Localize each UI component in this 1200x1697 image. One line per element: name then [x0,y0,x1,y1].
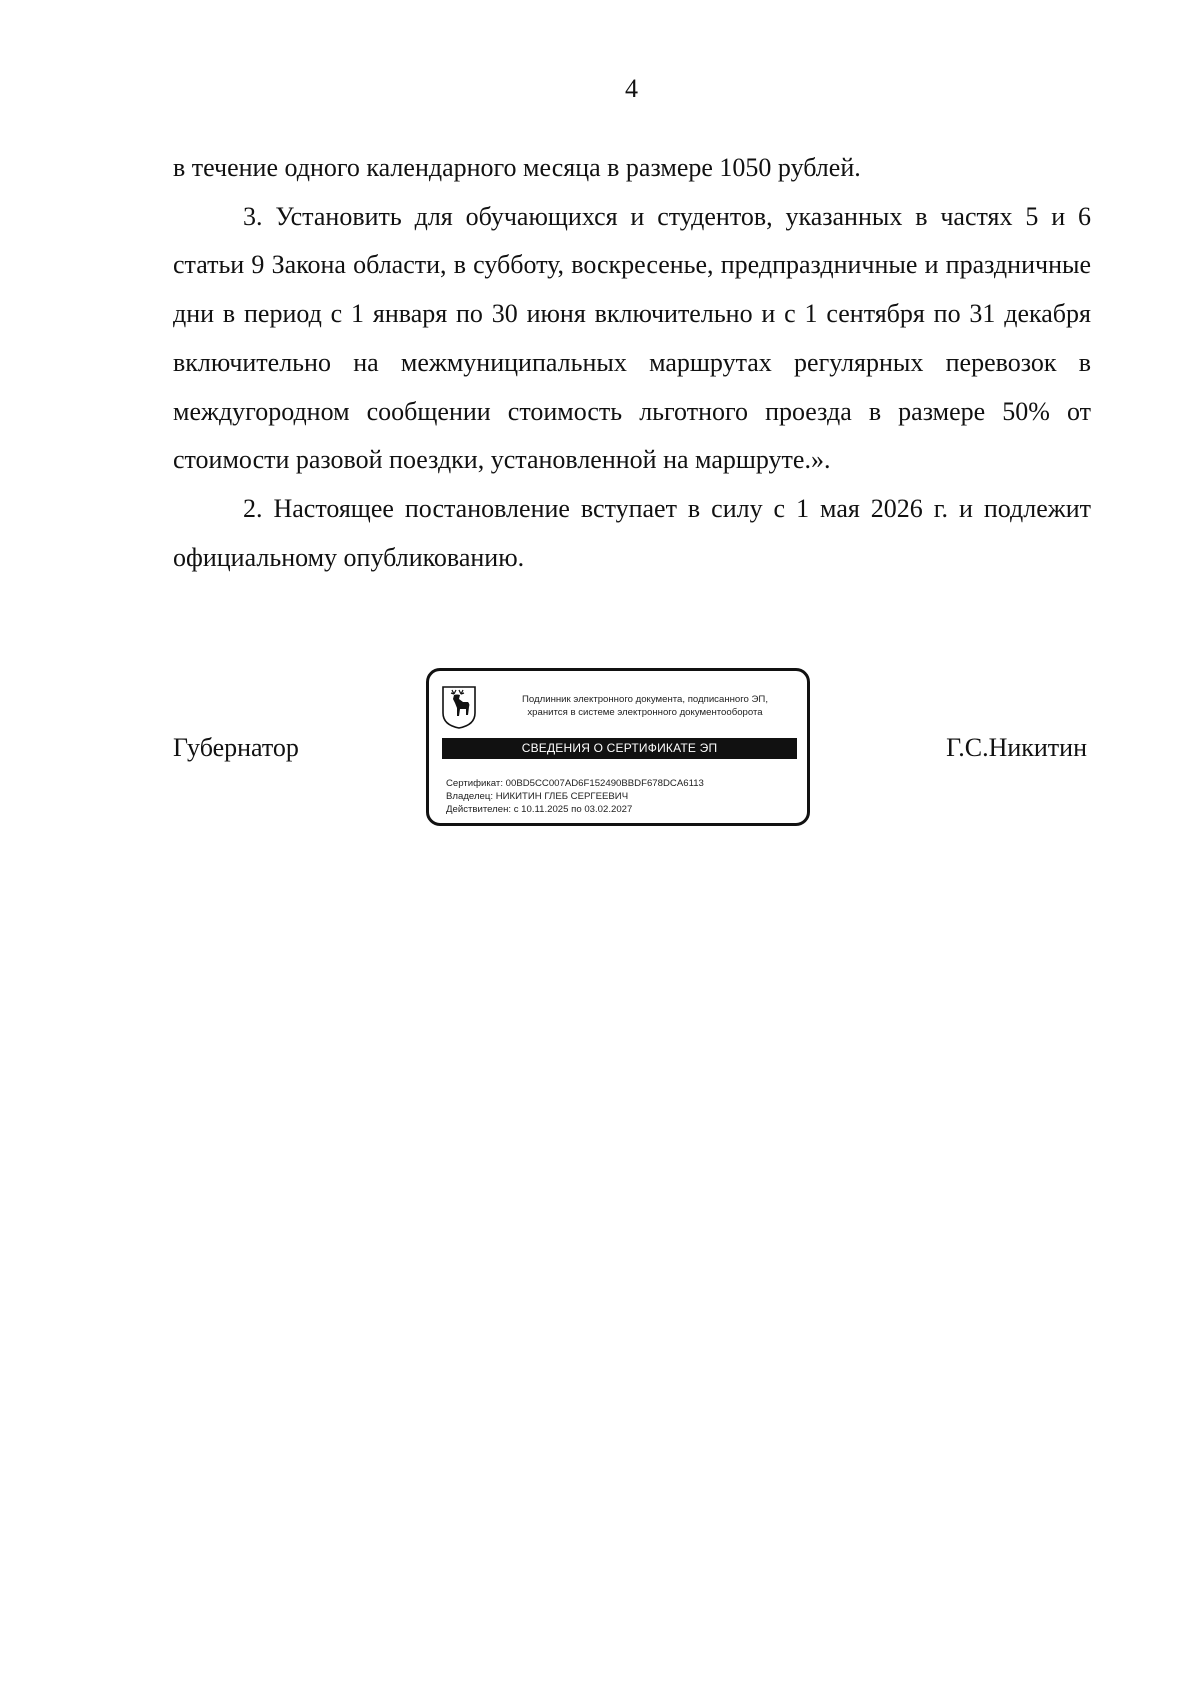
stamp-header [487,693,803,719]
stamp-header-line-2: хранится в системе электронного документооборота [527,707,763,718]
electronic-signature-stamp [426,668,810,826]
certificate-serial: Сертификат: 00BD5CC007AD6F152490BBDF678DCA6113 [446,778,704,789]
stamp-title-band: СВЕДЕНИЯ О СЕРТИФИКАТЕ ЭП [442,738,797,759]
certificate-owner: Владелец: НИКИТИН ГЛЕБ СЕРГЕЕВИЧ [446,791,629,802]
signatory-name: Г.С.Никитин [946,733,1087,762]
paragraph-item-2-effective-date: 2. Настоящее постановление вступает в силу с 1 мая 2026 г. и подлежит официальному опубликованию. [173,493,1091,572]
paragraph-item-3: 3. Установить для обучающихся и студентов, указанных в частях 5 и 6 статьи 9 Закона области, в субботу, воскресенье, предпраздничные и праздничные дни в период с 1 января по 30 июня включительно и с 1 сентября по 31 декабря включительно на межмуниципальных маршрутах регулярных перевозок в междугородном сообщении стоимость льготного проезда в размере 50% от стоимости разовой поездки, установленной на маршруте.». [173,201,1091,475]
paragraph-continuation: в течение одного календарного месяца в размере 1050 рублей. [173,153,861,182]
page-number: 4 [625,74,638,103]
signatory-title: Губернатор [173,733,299,762]
document-body [173,144,1091,582]
certificate-validity: Действителен: с 10.11.2025 по 03.02.2027 [446,804,633,815]
nizhny-novgorod-deer-emblem-icon [441,685,477,729]
stamp-header-line-1: Подлинник электронного документа, подписанного ЭП, [522,694,768,705]
stamp-details [446,777,704,816]
